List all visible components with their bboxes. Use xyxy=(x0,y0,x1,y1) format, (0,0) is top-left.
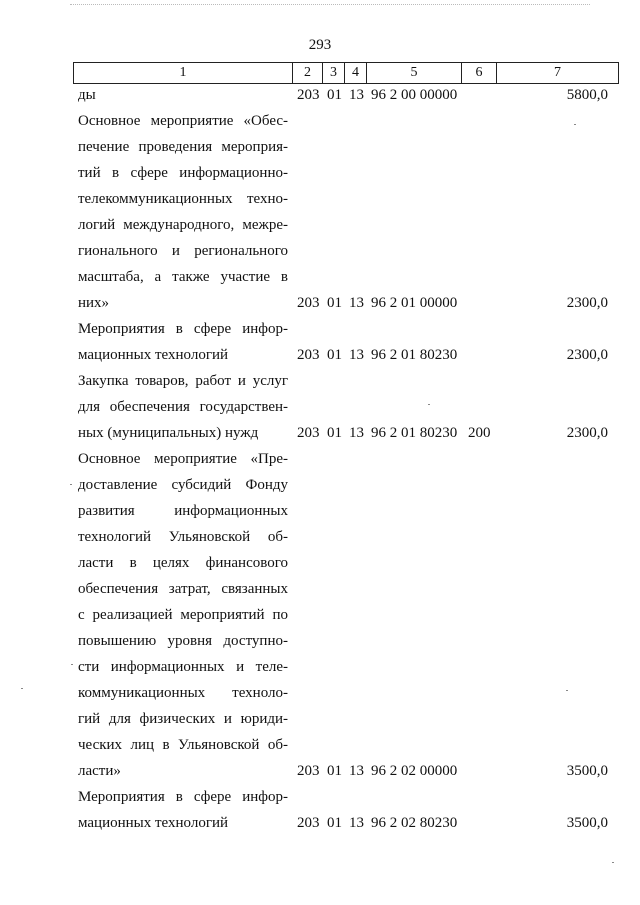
razdel-code: 01 xyxy=(327,763,342,779)
row-name-line: них» xyxy=(78,295,110,311)
scan-speck xyxy=(70,484,72,485)
sum-value: 3500,0 xyxy=(566,815,608,831)
table-row xyxy=(0,784,640,836)
col-header-vr: 6 xyxy=(462,63,497,84)
col-header-name: 1 xyxy=(74,63,293,84)
row-name-line: тий в сфере информационно- xyxy=(78,165,288,181)
razdel-code: 01 xyxy=(327,815,342,831)
row-name-line: ды xyxy=(78,87,96,103)
csr-code: 96 2 02 80230 xyxy=(371,815,458,831)
podrazdel-code: 13 xyxy=(349,815,364,831)
row-name-line: масштаба, а также участие в xyxy=(78,269,288,285)
col-header-razdel: 3 xyxy=(323,63,345,84)
table-row xyxy=(0,446,640,784)
scan-speck xyxy=(612,862,614,863)
row-name-line: технологий Ульяновской об- xyxy=(78,529,288,545)
razdel-code: 01 xyxy=(327,87,342,103)
scan-speck xyxy=(428,404,430,405)
podrazdel-code: 13 xyxy=(349,87,364,103)
csr-code: 96 2 01 00000 xyxy=(371,295,458,311)
scan-edge-noise xyxy=(70,4,590,6)
razdel-code: 01 xyxy=(327,347,342,363)
table-row xyxy=(0,82,640,108)
row-name-line: ческих лиц в Ульяновской об- xyxy=(78,737,288,753)
column-header-table xyxy=(73,62,619,84)
col-header-podrazdel: 4 xyxy=(345,63,367,84)
vr-code: 200 xyxy=(468,425,491,441)
row-name-line: коммуникационных техноло- xyxy=(78,685,288,701)
grbs-code: 203 xyxy=(297,425,320,441)
row-name-line: с реализацией мероприятий по xyxy=(78,607,288,623)
podrazdel-code: 13 xyxy=(349,425,364,441)
row-name-line: гионального и регионального xyxy=(78,243,288,259)
sum-value: 5800,0 xyxy=(566,87,608,103)
scan-speck xyxy=(21,688,23,689)
sum-value: 3500,0 xyxy=(566,763,608,779)
row-name-line: гий для физических и юриди- xyxy=(78,711,288,727)
csr-code: 96 2 01 80230 xyxy=(371,347,458,363)
table-row xyxy=(0,108,640,316)
row-name-line: мационных технологий xyxy=(78,347,229,363)
row-name-line: логий международного, межре- xyxy=(78,217,288,233)
col-header-grbs: 2 xyxy=(293,63,323,84)
csr-code: 96 2 02 00000 xyxy=(371,763,458,779)
podrazdel-code: 13 xyxy=(349,347,364,363)
row-name-line: ласти» xyxy=(78,763,121,779)
table-row xyxy=(0,368,640,446)
csr-code: 96 2 00 00000 xyxy=(371,87,458,103)
grbs-code: 203 xyxy=(297,347,320,363)
row-name-line: ных (муниципальных) нужд xyxy=(78,425,259,441)
razdel-code: 01 xyxy=(327,425,342,441)
row-name-line: Мероприятия в сфере инфор- xyxy=(78,321,288,337)
budget-rows xyxy=(0,82,640,836)
col-header-csr: 5 xyxy=(367,63,462,84)
row-name-line: Основное мероприятие «Пре- xyxy=(78,451,288,467)
row-name-line: Закупка товаров, работ и услуг xyxy=(78,373,288,389)
page-number: 293 xyxy=(308,37,332,53)
table-row xyxy=(0,316,640,368)
scan-speck xyxy=(574,124,576,125)
grbs-code: 203 xyxy=(297,815,320,831)
row-name-line: Мероприятия в сфере инфор- xyxy=(78,789,288,805)
scan-speck xyxy=(71,664,73,665)
row-name-line: Основное мероприятие «Обес- xyxy=(78,113,288,129)
row-name-line: мационных технологий xyxy=(78,815,229,831)
podrazdel-code: 13 xyxy=(349,295,364,311)
sum-value: 2300,0 xyxy=(566,425,608,441)
row-name-line: доставление субсидий Фонду xyxy=(78,477,288,493)
row-name-line: телекоммуникационных техно- xyxy=(78,191,288,207)
razdel-code: 01 xyxy=(327,295,342,311)
row-name-line: сти информационных и теле- xyxy=(78,659,288,675)
csr-code: 96 2 01 80230 xyxy=(371,425,458,441)
podrazdel-code: 13 xyxy=(349,763,364,779)
row-name-line: печение проведения мероприя- xyxy=(78,139,288,155)
column-header-row xyxy=(74,63,619,84)
row-name-line: развития информационных xyxy=(78,503,288,519)
col-header-sum: 7 xyxy=(497,63,619,84)
row-name-line: повышению уровня доступно- xyxy=(78,633,288,649)
sum-value: 2300,0 xyxy=(566,347,608,363)
grbs-code: 203 xyxy=(297,295,320,311)
row-name-line: ласти в целях финансового xyxy=(78,555,288,571)
row-name-line: обеспечения затрат, связанных xyxy=(78,581,288,597)
grbs-code: 203 xyxy=(297,763,320,779)
row-name-line: для обеспечения государствен- xyxy=(78,399,288,415)
scan-speck xyxy=(566,690,568,691)
grbs-code: 203 xyxy=(297,87,320,103)
sum-value: 2300,0 xyxy=(566,295,608,311)
